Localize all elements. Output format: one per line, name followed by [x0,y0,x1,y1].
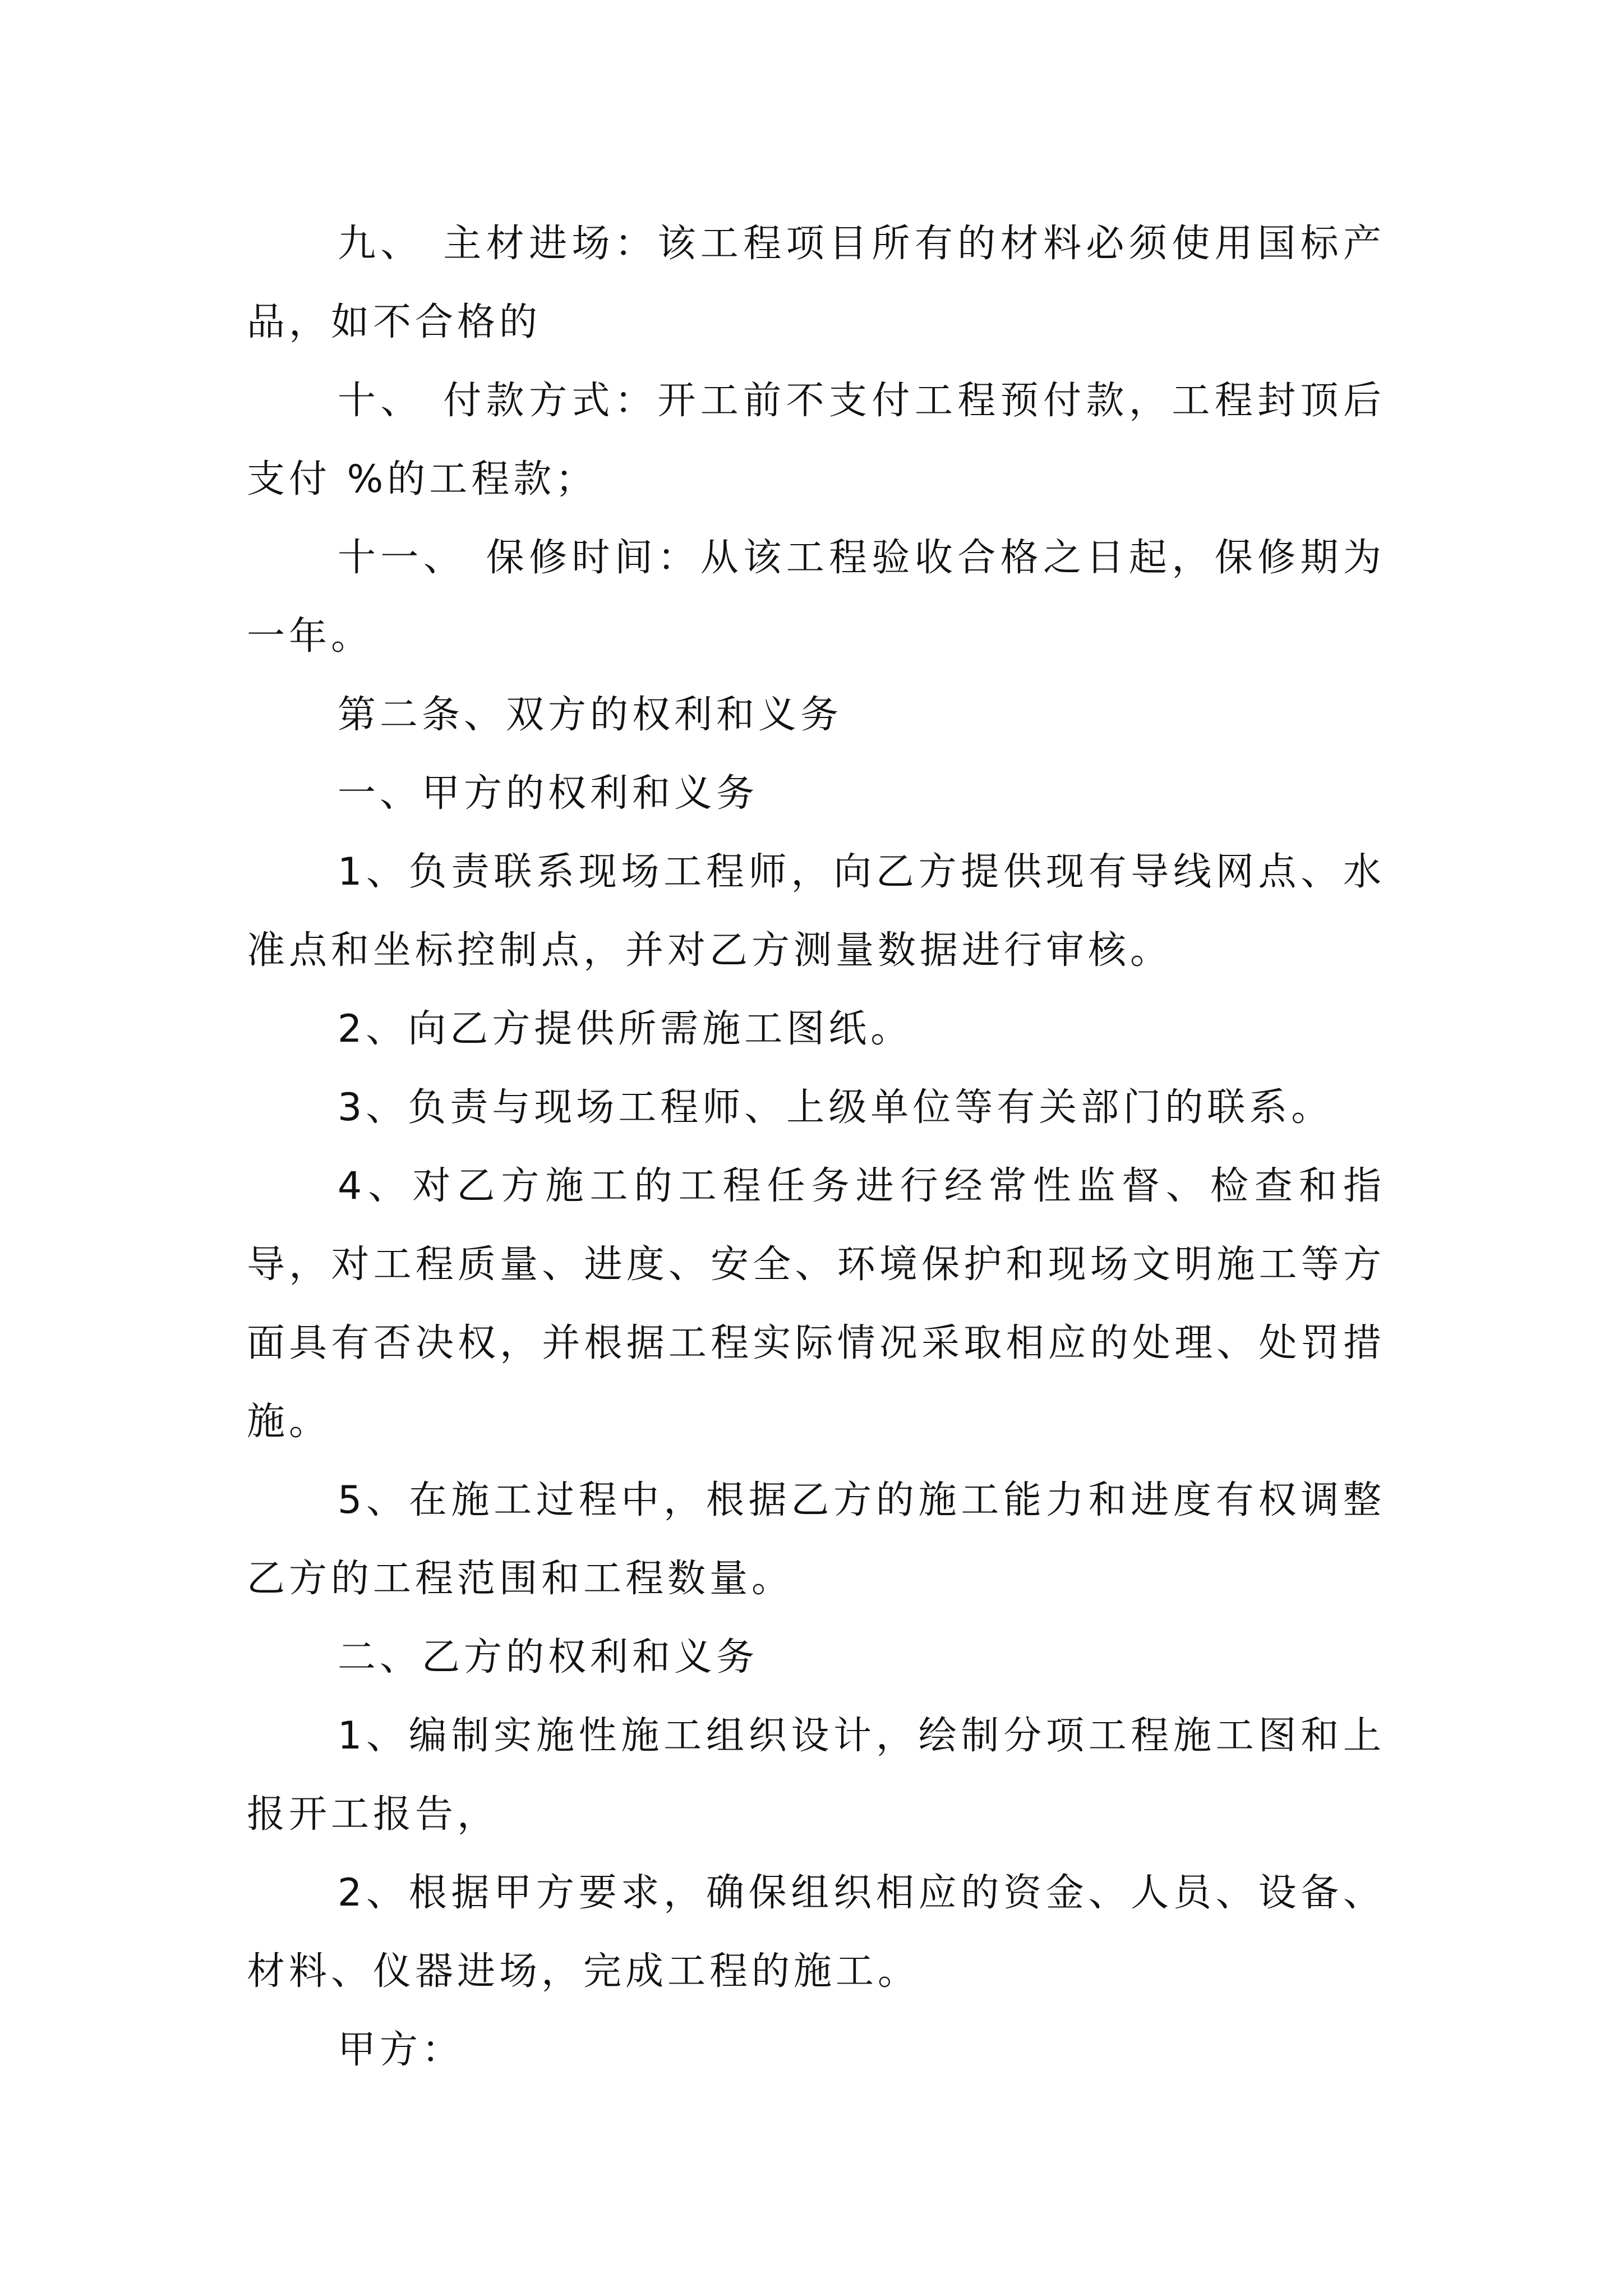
party-b-heading: 二、乙方的权利和义务 [338,1635,759,1680]
clause-text: 保修时间：从该工程验收合格之日起，保修期为一年。 [247,536,1385,659]
party-a-item-1: 1、负责联系现场工程师，向乙方提供现有导线网点、水准点和坐标控制点，并对乙方测量数据进行审核。 [247,850,1385,973]
party-a-item-2: 2、向乙方提供所需施工图纸。 [338,1007,913,1051]
clause-number: 九、 [338,222,423,266]
document-body [247,205,1385,2090]
clause-9-materials [247,205,1385,362]
clause-number: 十、 [338,379,423,423]
party-a-heading: 一、甲方的权利和义务 [338,771,759,816]
clause-number: 十一、 [338,536,467,580]
clause-text: 付款方式：开工前不支付工程预付款，工程封顶后支付 %的工程款； [247,379,1385,501]
clause-text: 主材进场：该工程项目所有的材料必须使用国标产品，如不合格的 [247,222,1385,344]
article-2-heading: 第二条、双方的权利和义务 [338,693,843,737]
party-a-item-4: 4、对乙方施工的工程任务进行经常性监督、检查和指导，对工程质量、进度、安全、环境保护和现场文明施工等方面具有否决权，并根据工程实际情况采取相应的处理、处罚措施。 [247,1164,1385,1444]
party-b-item-1: 1、编制实施性施工组织设计，绘制分项工程施工图和上报开工报告， [247,1714,1385,1837]
party-b-item-2: 2、根据甲方要求，确保组织相应的资金、人员、设备、材料、仪器进场，完成工程的施工。 [247,1871,1385,1994]
clause-11-warranty [247,519,1385,676]
party-a-item-3: 3、负责与现场工程师、上级单位等有关部门的联系。 [338,1085,1334,1130]
signature-party-a: 甲方： [338,2028,464,2072]
clause-10-payment [247,362,1385,519]
party-a-item-5: 5、在施工过程中，根据乙方的施工能力和进度有权调整乙方的工程范围和工程数量。 [247,1478,1385,1601]
